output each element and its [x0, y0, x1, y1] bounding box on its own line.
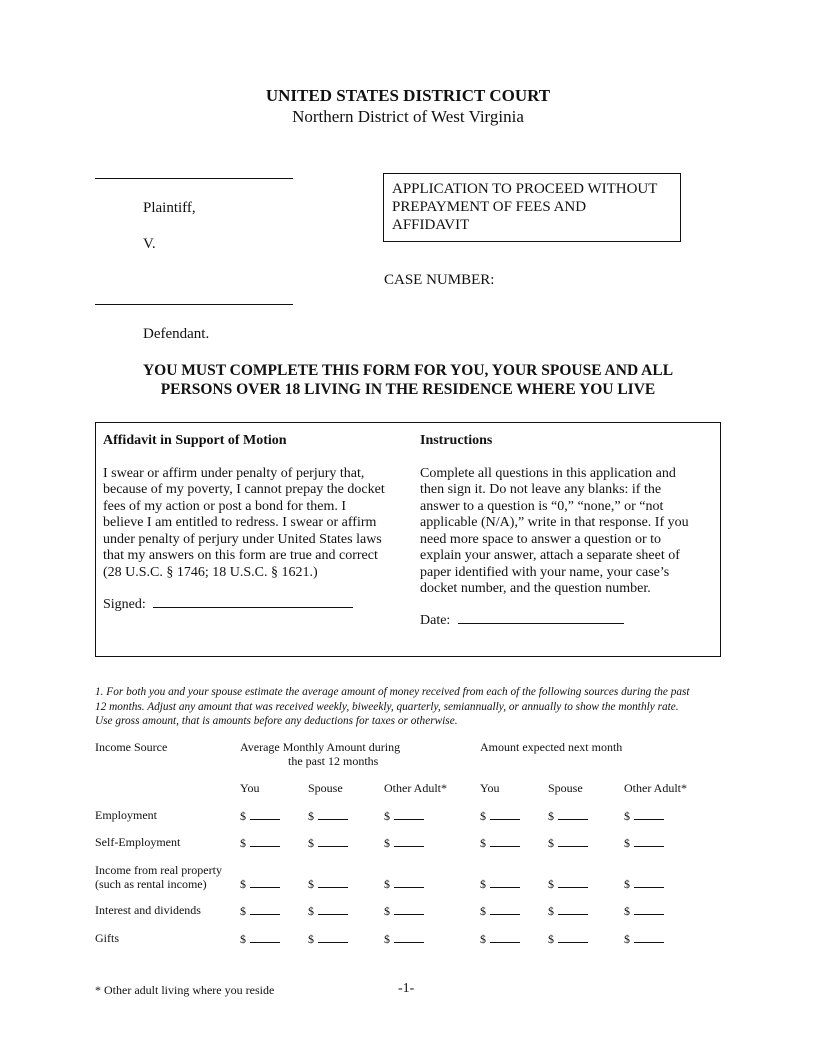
currency-symbol: $ [480, 904, 486, 918]
application-title-line: PREPAYMENT OF FEES AND [392, 199, 587, 215]
amount-input-line[interactable] [394, 931, 424, 943]
defendant-name-line[interactable] [95, 304, 293, 305]
amount-input-line[interactable] [318, 931, 348, 943]
application-title-line: APPLICATION TO PROCEED WITHOUT [392, 181, 658, 197]
court-title: UNITED STATES DISTRICT COURT [265, 86, 551, 105]
currency-symbol: $ [548, 809, 554, 823]
amount-input-line[interactable] [250, 808, 280, 820]
currency-symbol: $ [548, 836, 554, 850]
column-header-you: You [240, 781, 260, 795]
amount-cell [384, 835, 424, 851]
amount-cell [548, 808, 588, 824]
currency-symbol: $ [548, 877, 554, 891]
amount-cell [384, 931, 424, 947]
amount-cell [384, 876, 424, 892]
row-label-real-property: Income from real property [95, 863, 222, 877]
currency-symbol: $ [548, 904, 554, 918]
currency-symbol: $ [384, 932, 390, 946]
amount-cell [480, 931, 520, 947]
date-row [420, 611, 715, 630]
currency-symbol: $ [624, 877, 630, 891]
application-title-box [383, 173, 681, 242]
currency-symbol: $ [308, 932, 314, 946]
date-line[interactable] [458, 611, 624, 624]
amount-cell [480, 903, 520, 919]
currency-symbol: $ [624, 932, 630, 946]
currency-symbol: $ [308, 877, 314, 891]
instructions-line: docket number, and the question number. [420, 581, 651, 596]
currency-symbol: $ [308, 904, 314, 918]
instructions-line: applicable (N/A),” write in that response. If you [420, 515, 689, 530]
instructions-line: Complete all questions in this application and [420, 465, 676, 481]
instructions-text [420, 466, 715, 598]
amount-input-line[interactable] [250, 931, 280, 943]
affidavit-heading: Affidavit in Support of Motion [103, 433, 287, 448]
currency-symbol: $ [480, 809, 486, 823]
amount-input-line[interactable] [250, 903, 280, 915]
amount-input-line[interactable] [490, 876, 520, 888]
affidavit-text [103, 466, 408, 582]
amount-input-line[interactable] [250, 876, 280, 888]
row-label-employment: Employment [95, 808, 157, 822]
question-1-line: 12 months. Adjust any amount that was received weekly, biweekly, quarterly, semiannually, or annually to show the monthly rate. [95, 700, 679, 713]
amount-input-line[interactable] [490, 808, 520, 820]
amount-cell [480, 835, 520, 851]
amount-input-line[interactable] [394, 835, 424, 847]
application-title-line: AFFIDAVIT [392, 217, 470, 233]
amount-cell [624, 876, 664, 892]
amount-cell [240, 931, 280, 947]
warning-line: PERSONS OVER 18 LIVING IN THE RESIDENCE WHERE YOU LIVE [160, 381, 656, 398]
currency-symbol: $ [240, 809, 246, 823]
affidavit-line: under penalty of perjury under United States laws [103, 531, 382, 547]
instructions-heading: Instructions [420, 433, 493, 448]
average-monthly-header-sub: the past 12 months [288, 754, 379, 768]
currency-symbol: $ [624, 809, 630, 823]
currency-symbol: $ [308, 809, 314, 823]
amount-input-line[interactable] [634, 876, 664, 888]
plaintiff-name-line[interactable] [95, 178, 293, 179]
amount-input-line[interactable] [558, 931, 588, 943]
currency-symbol: $ [240, 836, 246, 850]
amount-input-line[interactable] [558, 808, 588, 820]
amount-cell [240, 876, 280, 892]
instructions-line: paper identified with your name, your case’s [420, 564, 670, 580]
amount-input-line[interactable] [250, 835, 280, 847]
amount-cell [548, 931, 588, 947]
currency-symbol: $ [384, 877, 390, 891]
currency-symbol: $ [624, 904, 630, 918]
currency-symbol: $ [480, 836, 486, 850]
amount-cell [480, 876, 520, 892]
affidavit-instructions-box [95, 422, 721, 657]
amount-cell [240, 808, 280, 824]
currency-symbol: $ [240, 877, 246, 891]
amount-cell [384, 808, 424, 824]
amount-input-line[interactable] [558, 876, 588, 888]
currency-symbol: $ [308, 836, 314, 850]
amount-input-line[interactable] [490, 835, 520, 847]
instructions-line: explain your answer, attach a separate sheet of [420, 548, 680, 563]
signature-line[interactable] [153, 595, 353, 608]
amount-input-line[interactable] [490, 931, 520, 943]
amount-cell [624, 903, 664, 919]
currency-symbol: $ [384, 836, 390, 850]
court-district: Northern District of West Virginia [292, 107, 524, 126]
amount-cell [624, 835, 664, 851]
amount-input-line[interactable] [318, 903, 348, 915]
currency-symbol: $ [240, 904, 246, 918]
amount-input-line[interactable] [490, 903, 520, 915]
amount-input-line[interactable] [634, 835, 664, 847]
amount-cell [308, 903, 348, 919]
completion-warning [0, 361, 816, 399]
column-header-spouse: Spouse [308, 781, 343, 795]
amount-cell [624, 808, 664, 824]
amount-input-line[interactable] [634, 931, 664, 943]
column-header-other-adult: Other Adult* [384, 781, 447, 795]
instructions-line: answer to a question is “0,” “none,” or “not [420, 498, 664, 514]
amount-cell [240, 903, 280, 919]
amount-cell [308, 835, 348, 851]
currency-symbol: $ [384, 904, 390, 918]
currency-symbol: $ [480, 877, 486, 891]
expected-next-month-header: Amount expected next month [480, 740, 623, 754]
amount-input-line[interactable] [318, 876, 348, 888]
amount-cell [548, 876, 588, 892]
amount-cell [624, 931, 664, 947]
affidavit-line: I swear or affirm under penalty of perjury that, [103, 465, 365, 481]
currency-symbol: $ [624, 836, 630, 850]
amount-cell [308, 876, 348, 892]
plaintiff-label: Plaintiff, [143, 200, 196, 216]
instructions-line: need more space to answer a question or to [420, 531, 662, 547]
affidavit-line: believe I am entitled to redress. I swear or affirm [103, 515, 377, 530]
affidavit-line: because of my poverty, I cannot prepay the docket [103, 482, 385, 497]
income-source-header: Income Source [95, 740, 168, 754]
signature-row [103, 595, 408, 614]
amount-cell [548, 835, 588, 851]
amount-cell [548, 903, 588, 919]
case-number-label: CASE NUMBER: [384, 272, 495, 288]
affidavit-column [103, 433, 408, 614]
column-header-other-adult: Other Adult* [624, 781, 687, 795]
amount-cell [308, 931, 348, 947]
amount-input-line[interactable] [558, 903, 588, 915]
defendant-label: Defendant. [143, 326, 210, 342]
amount-input-line[interactable] [318, 835, 348, 847]
question-1-line: Use gross amount, that is amounts before any deductions for taxes or otherwise. [95, 715, 458, 727]
row-label-gifts: Gifts [95, 931, 119, 945]
amount-cell [240, 835, 280, 851]
average-monthly-header: Average Monthly Amount during [240, 740, 401, 754]
question-1-text [95, 685, 725, 729]
amount-input-line[interactable] [394, 808, 424, 820]
amount-input-line[interactable] [394, 903, 424, 915]
amount-input-line[interactable] [634, 808, 664, 820]
currency-symbol: $ [384, 809, 390, 823]
affidavit-line: (28 U.S.C. § 1746; 18 U.S.C. § 1621.) [103, 564, 318, 580]
signed-label: Signed: [103, 597, 146, 612]
instructions-column [420, 433, 715, 629]
instructions-line: then sign it. Do not leave any blanks: if the [420, 482, 662, 497]
currency-symbol: $ [548, 932, 554, 946]
versus-label: V. [143, 236, 156, 252]
page-number: -1- [398, 981, 415, 996]
column-header-spouse: Spouse [548, 781, 583, 795]
other-adult-footnote: * Other adult living where you reside [95, 983, 275, 997]
date-label: Date: [420, 612, 451, 628]
question-1-line: 1. For both you and your spouse estimate the average amount of money received from each of the following sources during the past [95, 686, 690, 698]
affidavit-line: fees of my action or post a bond for them. I [103, 498, 346, 514]
amount-cell [480, 808, 520, 824]
column-header-you: You [480, 781, 500, 795]
row-sublabel-real-property: (such as rental income) [95, 877, 207, 891]
currency-symbol: $ [240, 932, 246, 946]
amount-input-line[interactable] [394, 876, 424, 888]
amount-input-line[interactable] [634, 903, 664, 915]
amount-cell [308, 808, 348, 824]
row-label-self-employment: Self-Employment [95, 835, 181, 849]
amount-cell [384, 903, 424, 919]
affidavit-line: that my answers on this form are true and correct [103, 548, 378, 563]
amount-input-line[interactable] [318, 808, 348, 820]
amount-input-line[interactable] [558, 835, 588, 847]
currency-symbol: $ [480, 932, 486, 946]
row-label-interest-dividends: Interest and dividends [95, 903, 201, 917]
warning-line: YOU MUST COMPLETE THIS FORM FOR YOU, YOUR SPOUSE AND ALL [142, 362, 674, 379]
